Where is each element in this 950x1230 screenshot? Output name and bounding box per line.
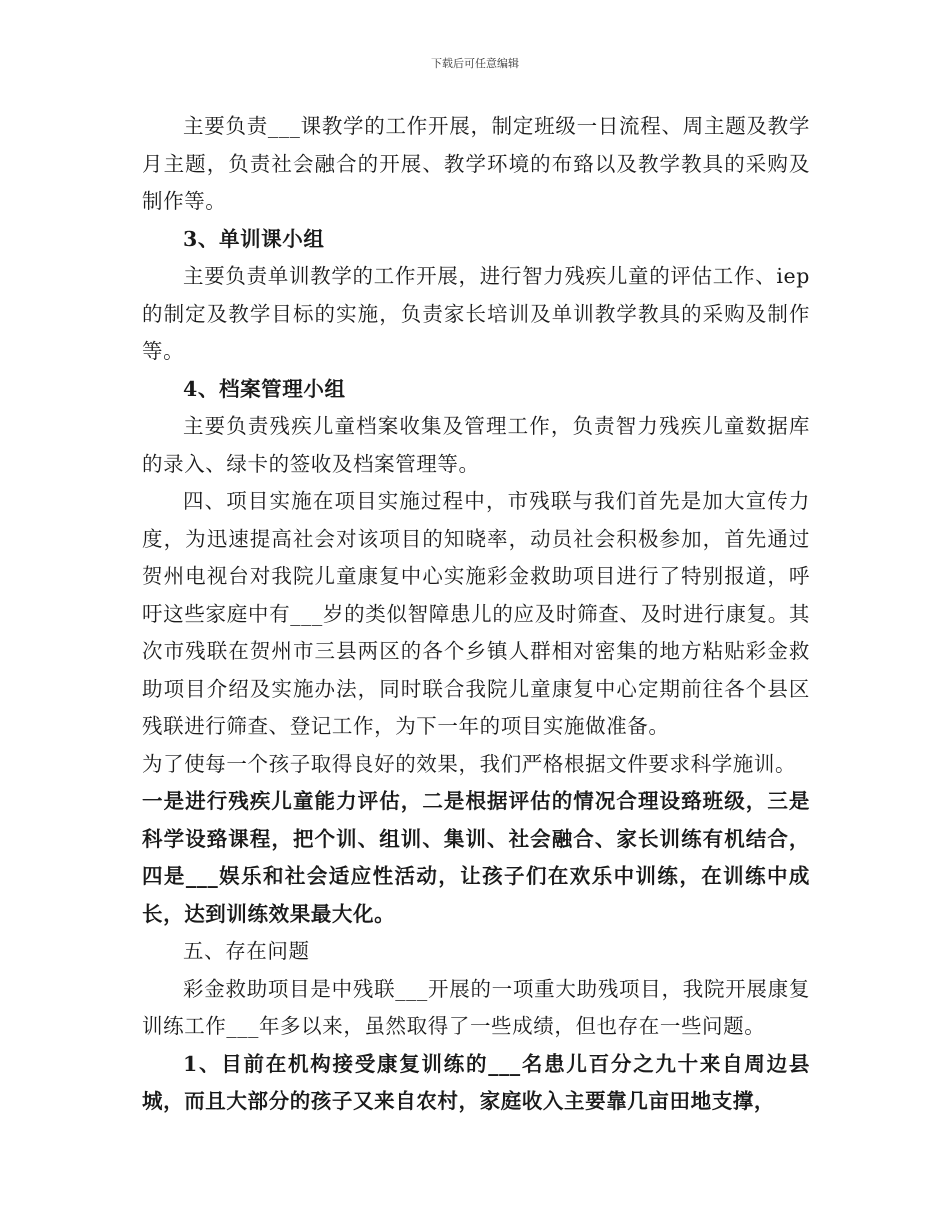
heading-archive-group: 4、档案管理小组	[183, 376, 346, 401]
heading-single-training-group: 3、单训课小组	[183, 226, 325, 251]
page-header-note: 下载后可任意编辑	[431, 57, 519, 70]
paragraph-single-training: 主要负责单训教学的工作开展，进行智力残疾儿童的评估工作、iep的制定及教学目标的实施，负责家长培训及单训教学教具的采购及制作等。	[142, 264, 810, 363]
paragraph-training-steps: 一是进行残疾儿童能力评估，二是根据评估的情况合理设臵班级，三是科学设臵课程，把个训、组训、集训、社会融合、家长训练有机结合，四是___娱乐和社会适应性活动，让孩子们在欢乐中训练，在训练中成长，达到训练效果最大化。	[142, 789, 810, 926]
paragraph-project-implementation: 四、项目实施在项目实施过程中，市残联与我们首先是加大宣传力度，为迅速提高社会对该项目的知晓率，动员社会积极参加，首先通过贺州电视台对我院儿童康复中心实施彩金救助项目进行了特别报道，呼吁这些家庭中有___岁的类似智障患儿的应及时筛查、及时进行康复。其次市残联在贺州市三县两区的各个乡镇人群相对密集的地方粘贴彩金救助项目介绍及实施办法，同时联合我院儿童康复中心定期前往各个县区残联进行筛查、登记工作，为下一年的项目实施做准备。	[142, 489, 810, 738]
paragraph-problems-intro: 彩金救助项目是中残联___开展的一项重大助残项目，我院开展康复训练工作___年多以来，虽然取得了一些成绩，但也存在一些问题。	[142, 976, 810, 1038]
paragraph-archive: 主要负责残疾儿童档案收集及管理工作，负责智力残疾儿童数据库的录入、绿卡的签收及档案管理等。	[142, 414, 810, 476]
paragraph-problem-1: 1、目前在机构接受康复训练的___名患儿百分之九十来自周边县城，而且大部分的孩子又来自农村，家庭收入主要靠几亩田地支撑，	[142, 1051, 810, 1113]
paragraph-training-intro: 为了使每一个孩子取得良好的效果，我们严格根据文件要求科学施训。	[142, 751, 797, 776]
paragraph-class-teaching: 主要负责___课教学的工作开展，制定班级一日流程、周主题及教学月主题，负责社会融合的开展、教学环境的布臵以及教学教具的采购及制作等。	[142, 114, 810, 213]
heading-existing-problems: 五、存在问题	[183, 939, 310, 963]
document-body	[142, 108, 810, 1121]
